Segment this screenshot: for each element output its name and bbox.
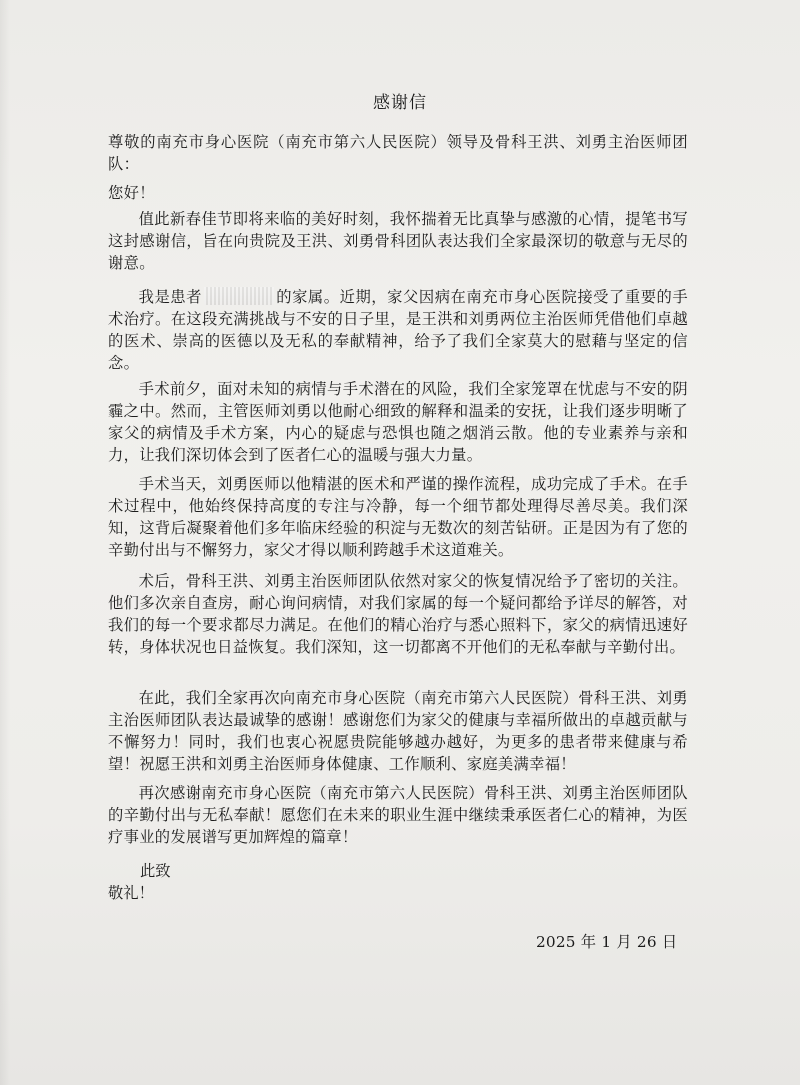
- paragraph-6: 在此，我们全家再次向南充市身心医院（南充市第六人民医院）骨科王洪、刘勇主治医师团队表达最诚挚的感谢！感谢您们为家父的健康与幸福所做出的卓越贡献与不懈努力！同时，我们也衷心祝愿贵院能够越办越好，为更多的患者带来健康与希望！祝愿王洪和刘勇主治医师身体健康、工作顺利、家庭美满幸福！: [108, 689, 688, 773]
- letter-date: 2025 年 1 月 26 日: [536, 933, 678, 951]
- closing-line-2: 敬礼！: [108, 884, 154, 902]
- redacted-patient-name: [204, 287, 274, 305]
- paragraph-4: 手术当天，刘勇医师以他精湛的医术和严谨的操作流程，成功完成了手术。在手术过程中，他始终保持高度的专注与冷静，每一个细节都处理得尽善尽美。我们深知，这背后凝聚着他们多年临床经验的积淀与无数次的刻苦钻研。正是因为有了您的辛勤付出与不懈努力，家父才得以顺利跨越手术这道难关。: [108, 475, 688, 559]
- paragraph-2-suffix: 的家属。近期，家父因病在南充市身心医院接受了重要的手术治疗。在这段充满挑战与不安的日子里，是王洪和刘勇两位主治医师凭借他们卓越的医术、崇高的医德以及无私的奉献精神，给予了我们全家莫大的慰藉与坚定的信念。: [108, 288, 688, 372]
- paragraph-5: 术后，骨科王洪、刘勇主治医师团队依然对家父的恢复情况给予了密切的关注。他们多次亲自查房，耐心询问病情，对我们家属的每一个疑问都给予详尽的解答，对我们的每一个要求都尽力满足。在他们的精心治疗与悉心照料下，家父的病情迅速好转，身体状况也日益恢复。我们深知，这一切都离不开他们的无私奉献与辛勤付出。: [108, 572, 688, 656]
- paragraph-7: 再次感谢南充市身心医院（南充市第六人民医院）骨科王洪、刘勇主治医师团队的辛勤付出与无私奉献！愿您们在未来的职业生涯中继续秉承医者仁心的精神，为医疗事业的发展谱写更加辉煌的篇章！: [108, 784, 688, 846]
- paragraph-2: [108, 286, 688, 374]
- letter-title: 感谢信: [373, 93, 427, 113]
- paragraph-2-prefix: 我是患者: [138, 288, 202, 306]
- salutation: 尊敬的南充市身心医院（南充市第六人民医院）领导及骨科王洪、刘勇主治医师团队：: [108, 133, 688, 173]
- greeting: 您好！: [108, 184, 155, 202]
- paragraph-1: 值此新春佳节即将来临的美好时刻，我怀揣着无比真挚与感激的心情，提笔书写这封感谢信，旨在向贵院及王洪、刘勇骨科团队表达我们全家最深切的敬意与无尽的谢意。: [108, 210, 688, 272]
- paragraph-3: 手术前夕，面对未知的病情与手术潜在的风险，我们全家笼罩在忧虑与不安的阴霾之中。然而，主管医师刘勇以他耐心细致的解释和温柔的安抚，让我们逐步明晰了家父的病情及手术方案，内心的疑虑与恐惧也随之烟消云散。他的专业素养与亲和力，让我们深切体会到了医者仁心的温暖与强大力量。: [108, 380, 688, 464]
- page-edge-shadow: [0, 0, 10, 1085]
- closing-line-1: 此致: [140, 862, 171, 880]
